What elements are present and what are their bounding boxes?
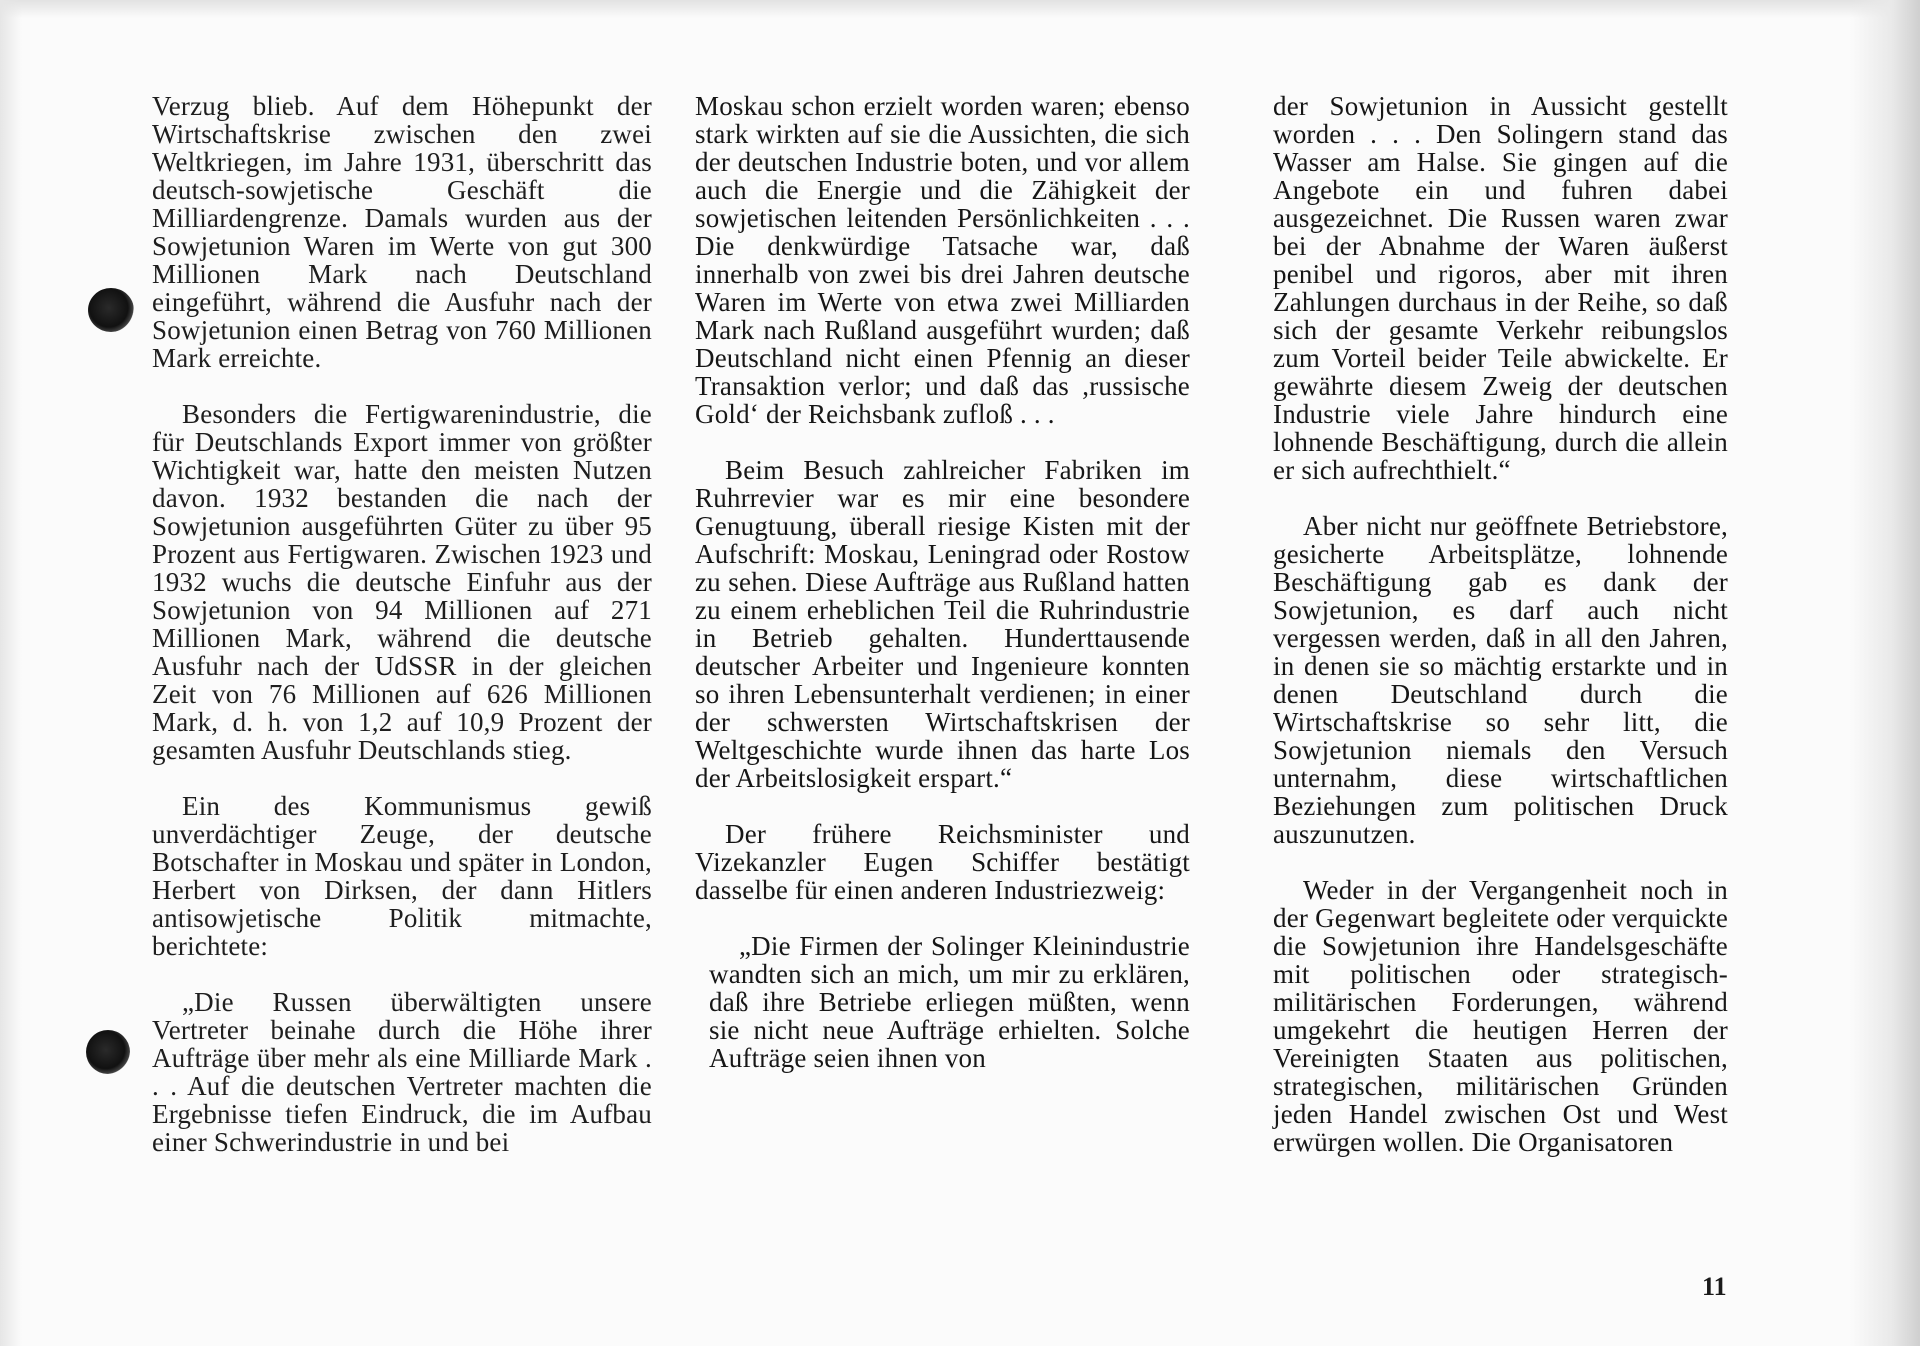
punch-hole-bottom [86,1030,130,1074]
paragraph: Ein des Kommunismus gewiß unverdächtiger Zeuge, der deutsche Botschafter in Moskau und später in London, Herbert von Dirksen, der dann Hitlers antisowjetische Politik mitmachte, berichtete: [152,791,652,961]
scan-edge-top [0,0,1920,18]
text-column-right [1273,92,1728,1184]
text-column-left [152,92,652,1184]
paragraph: der Sowjetunion in Aussicht gestellt worden . . . Den Solingern stand das Wasser am Halse. Sie gingen auf die Angebote ein und fuhren dabei ausgezeichnet. Die Russen waren zwar bei der Abnahme der Waren äußerst penibel und rigoros, aber mit ihren Zahlungen durchaus in der Reihe, so daß sich der gesamte Verkehr reibungslos zum Vorteil beider Teile abwickelte. Er gewährte diesem Zweig der deutschen Industrie viele Jahre hindurch eine lohnende Beschäftigung, durch die allein er sich aufrechthielt.“ [1273,91,1728,485]
scan-edge-right [1850,0,1920,1346]
paragraph: Verzug blieb. Auf dem Höhepunkt der Wirtschaftskrise zwischen den zwei Weltkriegen, im Jahre 1931, überschritt das deutsch-sowjetische Geschäft die Milliardengrenze. Damals wurden aus der Sowjetunion Waren im Werte von gut 300 Millionen Mark nach Deutschland eingeführt, während die Ausfuhr nach der Sowjetunion einen Betrag von 760 Millionen Mark erreichte. [152,91,652,373]
paragraph: Beim Besuch zahlreicher Fabriken im Ruhrrevier war es mir eine besondere Genugtuung, überall riesige Kisten mit der Aufschrift: Moskau, Leningrad oder Rostow zu sehen. Diese Aufträge aus Rußland hatten zu einem erheblichen Teil die Ruhrindustrie in Betrieb gehalten. Hunderttausende deutscher Arbeiter und Ingenieure konnten so ihren Lebensunterhalt verdienen; in einer der schwersten Wirtschaftskrisen der Weltgeschichte wurde ihnen das harte Los der Arbeitslosigkeit erspart.“ [695,455,1190,793]
quote-paragraph: „Die Firmen der Solinger Kleinindustrie wandten sich an mich, um mir zu erklären, daß ihre Betriebe erliegen müßten, wenn sie nicht neue Aufträge erhielten. Solche Aufträge seien ihnen von [709,931,1190,1073]
punch-hole-top [88,288,134,332]
paragraph: Moskau schon erzielt worden waren; ebenso stark wirkten auf sie die Aussichten, die sich der deutschen Industrie boten, und vor allem auch die Energie und die Zähigkeit der sowjetischen leitenden Persönlichkeiten . . . Die denkwürdige Tatsache war, daß innerhalb von zwei bis drei Jahren deutsche Waren im Werte von etwa zwei Milliarden Mark nach Rußland ausgeführt wurden; daß Deutschland nicht einen Pfennig an dieser Transaktion verlor; und daß das ,russische Gold‘ der Reichsbank zufloß . . . [695,91,1190,429]
paragraph: Der frühere Reichsminister und Vizekanzler Eugen Schiffer bestätigt dasselbe für einen anderen Industriezweig: [695,819,1190,905]
page-number: 11 [1702,1272,1727,1301]
scan-edge-left [0,0,22,1346]
text-column-middle [695,92,1190,1100]
quote-paragraph: „Die Russen überwältigten unsere Vertreter beinahe durch die Höhe ihrer Aufträge über mehr als eine Milliarde Mark . . . Auf die deutschen Vertreter machten die Ergebnisse tiefen Eindruck, die im Aufbau einer Schwerindustrie in und bei [152,987,652,1157]
paragraph: Aber nicht nur geöffnete Betriebstore, gesicherte Arbeitsplätze, lohnende Beschäftigung gab es dank der Sowjetunion, es darf auch nicht vergessen werden, daß in all den Jahren, in denen sie so mächtig erstarkte und in denen Deutschland durch die Wirtschaftskrise so sehr litt, die Sowjetunion niemals den Versuch unternahm, diese wirtschaftlichen Beziehungen zum politischen Druck auszunutzen. [1273,511,1728,849]
paragraph: Besonders die Fertigwarenindustrie, die für Deutschlands Export immer von größter Wichtigkeit war, hatte den meisten Nutzen davon. 1932 bestanden die nach der Sowjetunion ausgeführten Güter zu über 95 Prozent aus Fertigwaren. Zwischen 1923 und 1932 wuchs die deutsche Einfuhr aus der Sowjetunion von 94 Millionen auf 271 Millionen Mark, während die deutsche Ausfuhr nach der UdSSR in der gleichen Zeit von 76 Millionen auf 626 Millionen Mark, d. h. von 1,2 auf 10,9 Prozent der gesamten Ausfuhr Deutschlands stieg. [152,399,652,765]
paragraph: Weder in der Vergangenheit noch in der Gegenwart begleitete oder verquickte die Sowjetunion ihre Handelsgeschäfte mit politischen oder strategisch-militärischen Forderungen, während umgekehrt die heutigen Herren der Vereinigten Staaten aus politischen, strategischen, militärischen Gründen jeden Handel zwischen Ost und West erwürgen wollen. Die Organisatoren [1273,875,1728,1157]
